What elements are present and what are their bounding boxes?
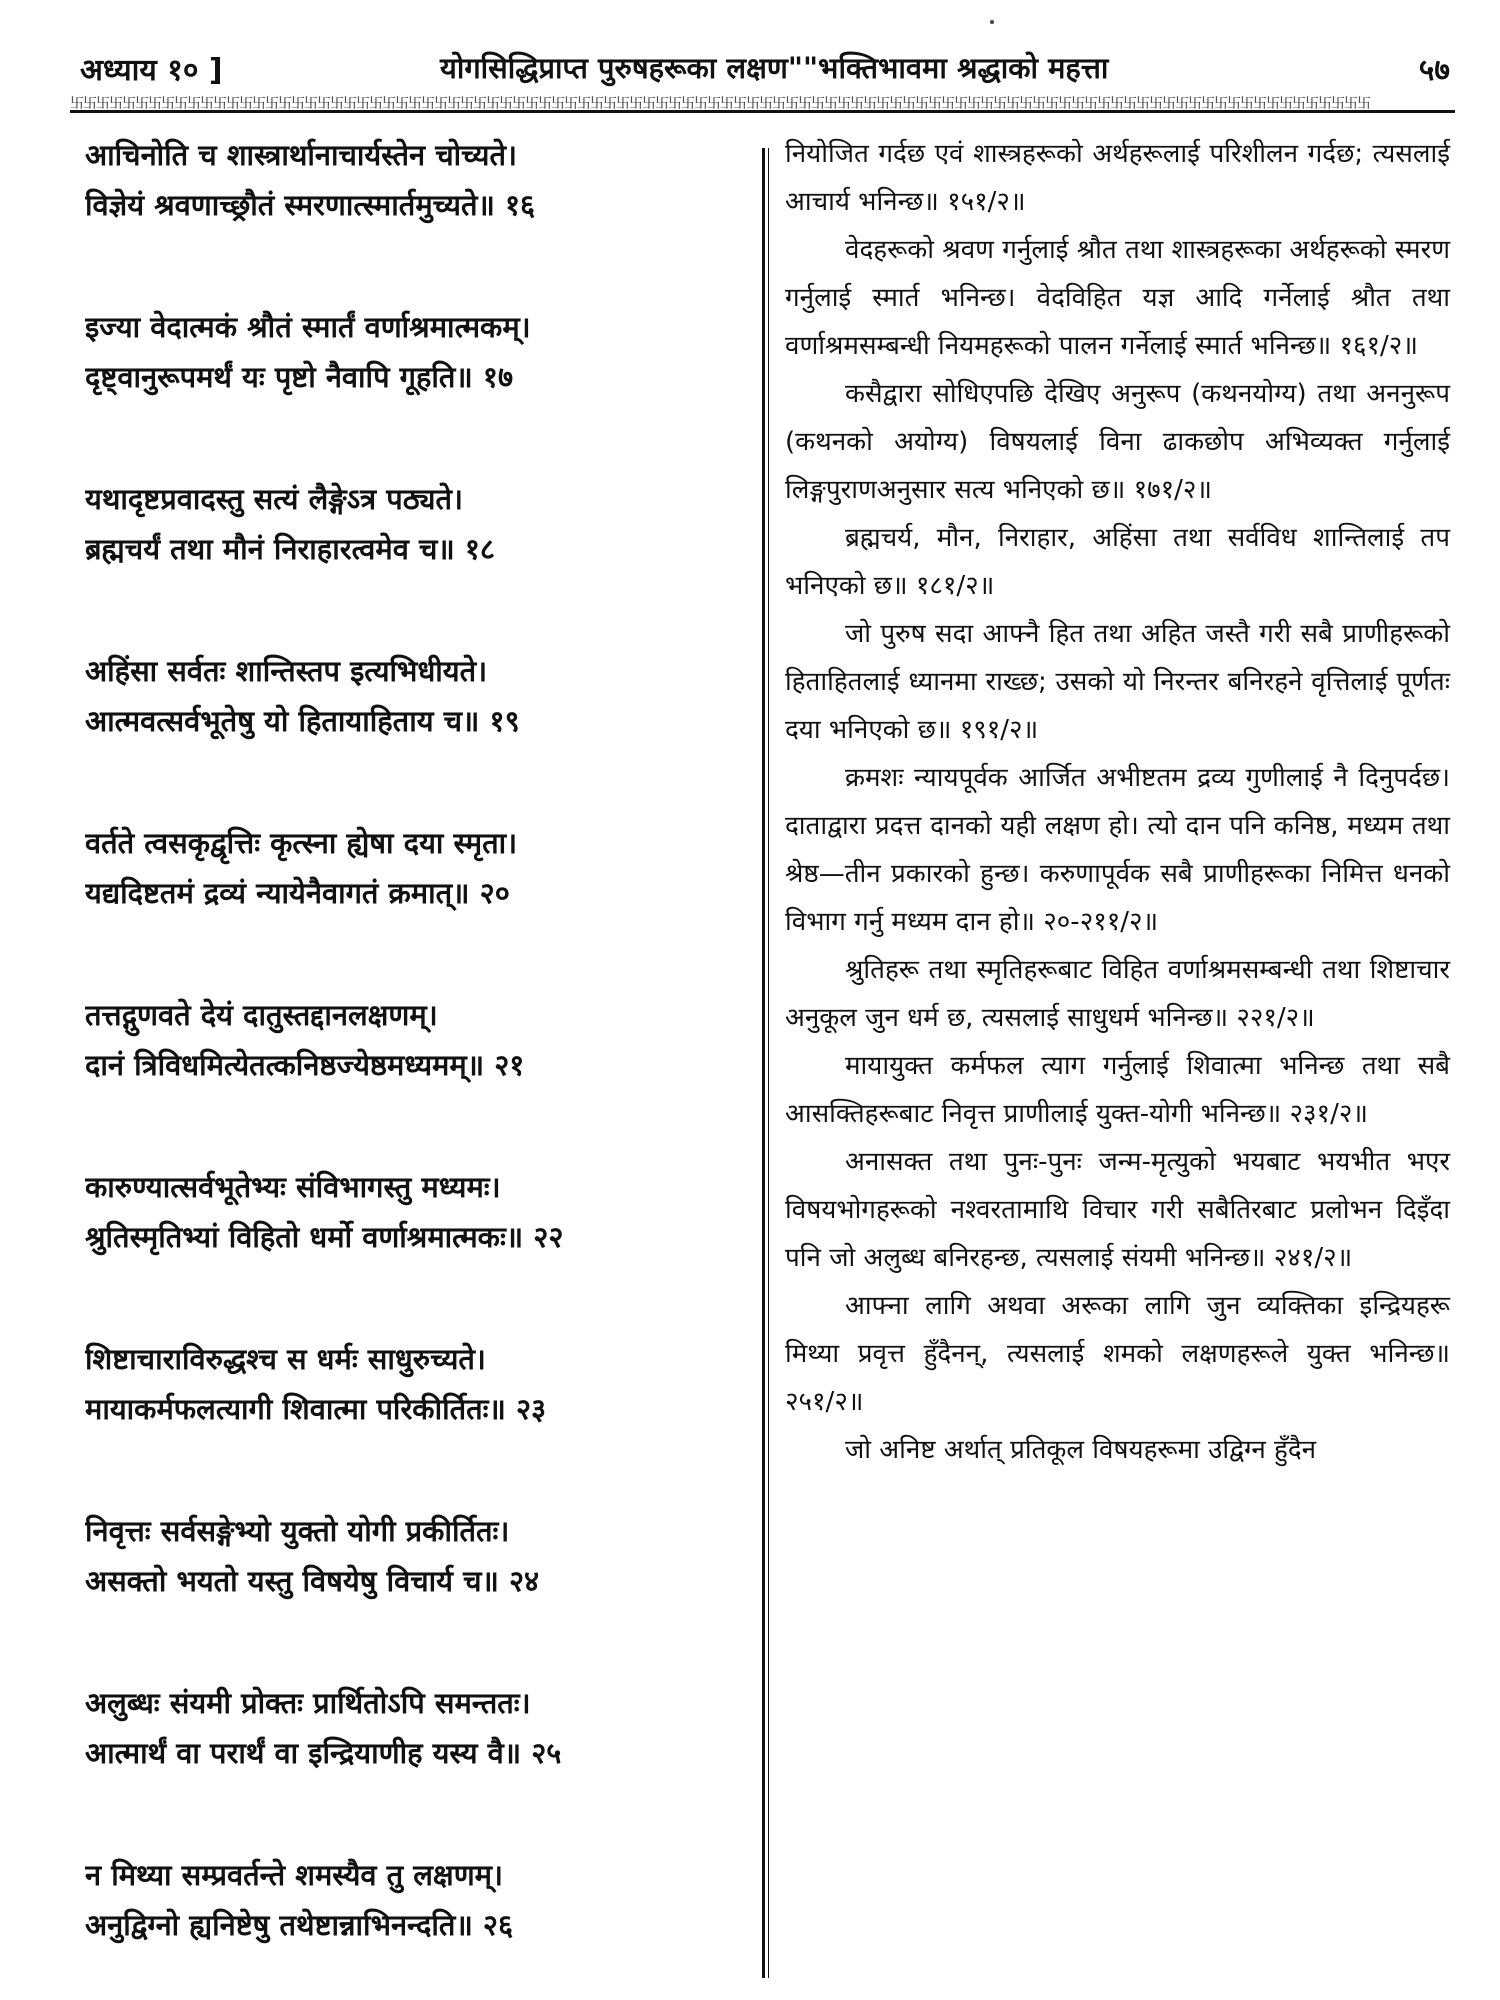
print-speck [990, 20, 994, 24]
verse-line: आत्मवत्सर्वभूतेषु यो हितायाहिताय च॥ १९ [85, 704, 520, 738]
verse-line: दृष्ट्वानुरूपमर्थं यः पृष्टो नैवापि गूहति॥ १७ [85, 360, 514, 394]
verse-line: आचिनोति च शास्त्रार्थानाचार्यस्तेन चोच्यते। [85, 138, 517, 172]
verse-line: दानं त्रिविधमित्येतत्कनिष्ठज्येष्ठमध्यमम्॥ २१ [85, 1048, 525, 1082]
verse-20 [85, 818, 745, 918]
verse-17 [85, 302, 745, 402]
verse-line: ब्रह्मचर्यं तथा मौनं निराहारत्वमेव च॥ १८ [85, 532, 495, 566]
verse-23 [85, 1334, 745, 1434]
verse-line: शिष्टाचाराविरुद्धश्च स धर्मः साधुरुच्यते। [85, 1342, 486, 1376]
nepali-translation-column [785, 130, 1450, 1474]
translation-paragraph: वेदहरूको श्रवण गर्नुलाई श्रौत तथा शास्त्रहरूका अर्थहरूको स्मरण गर्नुलाई स्मार्त भनिन्छ। वेदविहित यज्ञ आदि गर्नेलाई श्रौत तथा वर्णाश्रमसम्बन्धी नियमहरूको पालन गर्नेलाई स्मार्त भनिन्छ॥ १६१/२॥ [785, 235, 1450, 361]
column-divider [762, 148, 765, 1978]
header-rule [70, 110, 1455, 113]
page-header [70, 38, 1450, 98]
page-number: ५७ [1418, 53, 1450, 88]
verse-22 [85, 1162, 745, 1262]
verse-18 [85, 474, 745, 574]
verse-line: कारुण्यात्सर्वभूतेभ्यः संविभागस्तु मध्यमः। [85, 1170, 501, 1204]
verse-line: अहिंसा सर्वतः शान्तिस्तप इत्यभिधीयते। [85, 654, 488, 688]
verse-line: तत्तद्गुणवते देयं दातुस्तद्दानलक्षणम्। [85, 998, 438, 1032]
translation-paragraph: क्रमशः न्यायपूर्वक आर्जित अभीष्टतम द्रव्य गुणीलाई नै दिनुपर्दछ। दाताद्वारा प्रदत्त दानको यही लक्षण हो। त्यो दान पनि कनिष्ठ, मध्यम तथा श्रेष्ठ—तीन प्रकारको हुन्छ। करुणापूर्वक सबै प्राणीहरूका निमित्त धनको विभाग गर्नु मध्यम दान हो॥ २०-२११/२॥ [785, 763, 1450, 937]
verse-line: आत्मार्थं वा परार्थं वा इन्द्रियाणीह यस्य वै॥ २५ [85, 1736, 562, 1770]
verse-line: अलुब्धः संयमी प्रोक्तः प्रार्थितोऽपि समन्ततः। [85, 1686, 531, 1720]
verse-26 [85, 1850, 745, 1950]
running-title: योगसिद्धिप्राप्त पुरुषहरूका लक्षण""भक्तिभावमा श्रद्धाको महत्ता [440, 51, 1109, 85]
translation-paragraph: श्रुतिहरू तथा स्मृतिहरूबाट विहित वर्णाश्रमसम्बन्धी तथा शिष्टाचार अनुकूल जुन धर्म छ, त्यसलाई साधुधर्म भनिन्छ॥ २२१/२॥ [785, 955, 1450, 1033]
verse-25 [85, 1678, 745, 1778]
translation-paragraph: जो अनिष्ट अर्थात् प्रतिकूल विषयहरूमा उद्विग्न हुँदैन [845, 1435, 1317, 1465]
verse-line: न मिथ्या सम्प्रवर्तन्ते शमस्यैव तु लक्षणम्। [85, 1858, 503, 1892]
translation-paragraph: जो पुरुष सदा आफ्नै हित तथा अहित जस्तै गरी सबै प्राणीहरूको हिताहितलाई ध्यानमा राख्छ; उसको यो निरन्तर बनिरहने वृत्तिलाई पूर्णतः दया भनिएको छ॥ १९१/२॥ [785, 619, 1450, 745]
verse-line: असक्तो भयतो यस्तु विषयेषु विचार्य च॥ २४ [85, 1564, 540, 1598]
translation-paragraph: ब्रह्मचर्य, मौन, निराहार, अहिंसा तथा सर्वविध शान्तिलाई तप भनिएको छ॥ १८१/२॥ [785, 523, 1450, 601]
verse-21 [85, 990, 745, 1090]
verse-line: मायाकर्मफलत्यागी शिवात्मा परिकीर्तितः॥ २३ [85, 1392, 547, 1426]
verse-line: यथादृष्टप्रवादस्तु सत्यं लैङ्गेऽत्र पठ्यते। [85, 482, 463, 516]
verse-line: अनुद्विग्नो ह्यनिष्टेषु तथेष्टान्नाभिनन्दति॥ २६ [85, 1908, 514, 1942]
verse-line: विज्ञेयं श्रवणाच्छ्रौतं स्मरणात्स्मार्तमुच्यते॥ १६ [85, 188, 536, 222]
verse-19 [85, 646, 745, 746]
verse-line: श्रुतिस्मृतिभ्यां विहितो धर्मो वर्णाश्रमात्मकः॥ २२ [85, 1220, 564, 1254]
verse-line: यद्यदिष्टतमं द्रव्यं न्यायेनैवागतं क्रमात्॥ २० [85, 876, 510, 910]
verse-line: वर्तते त्वसकृद्वृत्तिः कृत्स्ना ह्येषा दया स्मृता। [85, 826, 518, 860]
column-divider-inner [768, 148, 769, 1978]
verse-line: निवृत्तः सर्वसङ्गेभ्यो युक्तो योगी प्रकीर्तितः। [85, 1514, 510, 1548]
verse-16 [85, 130, 745, 230]
verse-24 [85, 1506, 745, 1606]
translation-paragraph: अनासक्त तथा पुनः-पुनः जन्म-मृत्युको भयबाट भयभीत भएर विषयभोगहरूको नश्वरतामाथि विचार गरी सबैतिरबाट प्रलोभन दिइँदा पनि जो अलुब्ध बनिरहन्छ, त्यसलाई संयमी भनिन्छ॥ २४१/२॥ [785, 1147, 1450, 1273]
translation-paragraph: कसैद्वारा सोधिएपछि देखिए अनुरूप (कथनयोग्य) तथा अननुरूप (कथनको अयोग्य) विषयलाई विना ढाकछोप अभिव्यक्त गर्नुलाई लिङ्गपुराणअनुसार सत्य भनिएको छ॥ १७१/२॥ [785, 379, 1450, 505]
verse-line: इज्या वेदात्मकं श्रौतं स्मार्तं वर्णाश्रमात्मकम्। [85, 310, 531, 344]
decorative-border: 卐卐卐卐卐卐卐卐卐卐卐卐卐卐卐卐卐卐卐卐卐卐卐卐卐卐卐卐卐卐卐卐卐卐卐卐卐卐卐卐卐卐卐卐卐卐卐卐卐卐卐卐卐卐卐卐卐卐卐卐卐卐卐卐卐卐卐卐卐卐卐卐卐卐卐卐卐卐卐卐卐卐卐卐卐卐卐卐卐卐卐卐卐卐卐卐卐卐卐卐 [70, 96, 1370, 109]
translation-paragraph: मायायुक्त कर्मफल त्याग गर्नुलाई शिवात्मा भनिन्छ तथा सबै आसक्तिहरूबाट निवृत्त प्राणीलाई युक्त-योगी भनिन्छ॥ २३१/२॥ [785, 1051, 1450, 1129]
chapter-label: अध्याय १० ] [80, 53, 223, 88]
translation-paragraph: नियोजित गर्दछ एवं शास्त्रहरूको अर्थहरूलाई परिशीलन गर्दछ; त्यसलाई आचार्य भनिन्छ॥ १५१/२॥ [785, 139, 1450, 217]
translation-paragraph: आफ्ना लागि अथवा अरूका लागि जुन व्यक्तिका इन्द्रियहरू मिथ्या प्रवृत्त हुँदैनन्, त्यसलाई शमको लक्षणहरूले युक्त भनिन्छ॥ २५१/२॥ [785, 1291, 1450, 1417]
